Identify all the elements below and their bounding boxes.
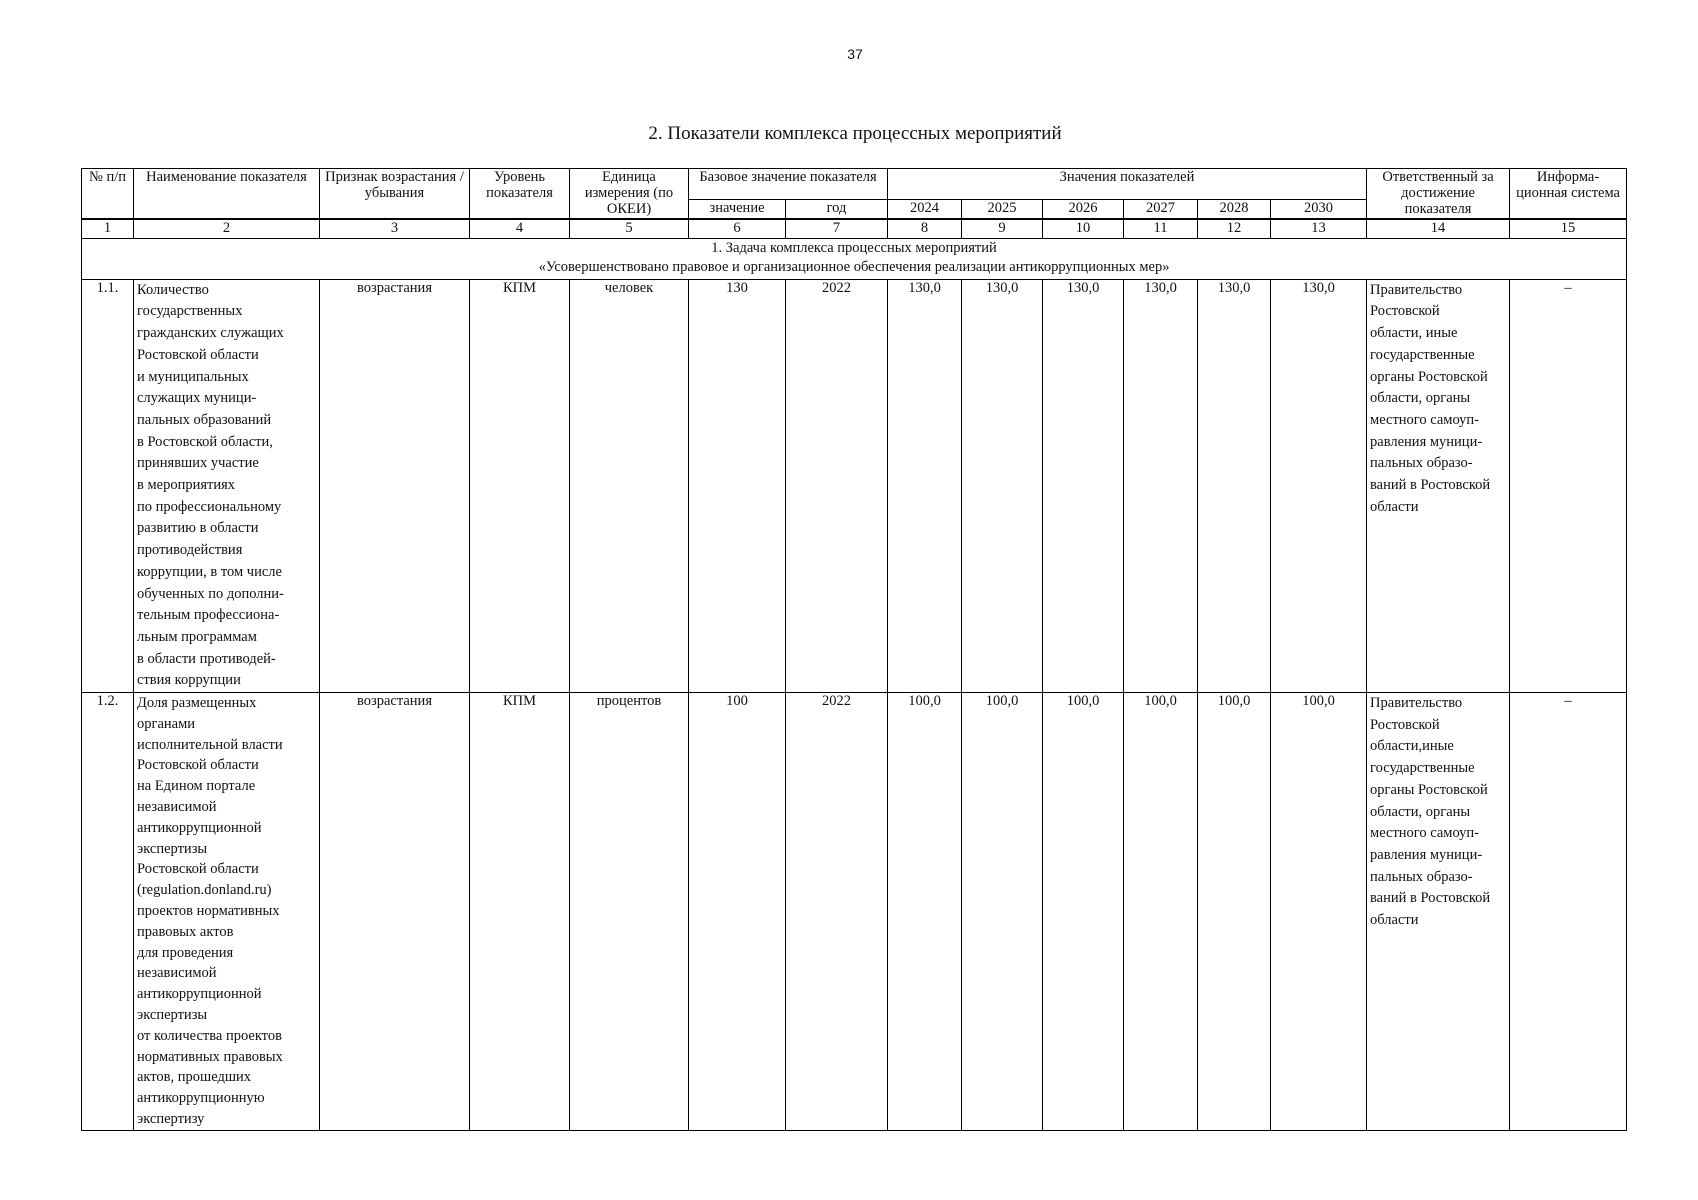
header-name: Наименование показателя xyxy=(134,169,320,219)
year-value: 130,0 xyxy=(888,279,962,692)
page-number: 37 xyxy=(847,46,863,62)
column-number: 11 xyxy=(1124,219,1198,239)
responsible-line: органы Ростовской xyxy=(1370,781,1488,798)
indicator-level: КПМ xyxy=(470,693,570,1131)
column-number-row xyxy=(82,219,1627,239)
indicator-name-line: Ростовской области xyxy=(137,346,259,363)
indicator-name-line: независимой xyxy=(137,965,217,982)
indicator-name-line: Ростовской области xyxy=(137,861,259,878)
year-value: 100,0 xyxy=(1124,693,1198,1131)
column-number: 1 xyxy=(82,219,134,239)
indicator-name-line: развитию в области xyxy=(137,520,259,537)
indicator-name-line: от количества проектов xyxy=(137,1027,282,1044)
indicator-name-line: антикоррупционной xyxy=(137,986,262,1003)
responsible-line: области xyxy=(1370,498,1419,515)
indicator-name-line: независимой xyxy=(137,799,217,816)
indicator-name-line: проектов нормативных xyxy=(137,903,280,920)
indicator-name-line: экспертизы xyxy=(137,1007,208,1024)
trend-sign: возрастания xyxy=(320,279,470,692)
indicator-name-line: экспертизу xyxy=(137,1111,205,1127)
header-base-year: год xyxy=(786,199,888,219)
task-description: «Усовершенствовано правовое и организационное обеспечения реализации антикоррупционных мер» xyxy=(538,258,1170,275)
responsible-line: области xyxy=(1370,912,1419,929)
responsible-line: ваний в Ростовской xyxy=(1370,477,1491,494)
indicator-name-line: Ростовской области xyxy=(137,757,259,774)
row-number: 1.1. xyxy=(82,279,134,692)
year-value: 130,0 xyxy=(1043,279,1124,692)
responsible xyxy=(1367,693,1510,1131)
indicator-name-line: органами xyxy=(137,715,196,732)
task-heading xyxy=(82,238,1627,279)
indicator-name-line: в области противодей- xyxy=(137,650,276,667)
responsible-line: государственные xyxy=(1370,760,1475,777)
column-number: 10 xyxy=(1043,219,1124,239)
indicator-name-line: противодействия xyxy=(137,542,243,559)
column-number: 7 xyxy=(786,219,888,239)
responsible-line: области,иные xyxy=(1370,738,1454,755)
indicator-name-line: пальных образований xyxy=(137,411,272,428)
info-system: – xyxy=(1510,693,1627,1131)
indicator-name-line: нормативных правовых xyxy=(137,1048,283,1065)
indicator-name-line: по профессиональному xyxy=(137,498,282,515)
indicators-table xyxy=(81,168,1627,1131)
header-year: 2026 xyxy=(1043,199,1124,219)
header-year: 2030 xyxy=(1271,199,1367,219)
task-row xyxy=(82,238,1627,279)
indicator-name-line: обученных по дополни- xyxy=(137,585,284,602)
indicator-name-line: государственных xyxy=(137,303,243,320)
indicator-name-line: антикоррупционной xyxy=(137,819,262,836)
column-number: 12 xyxy=(1198,219,1271,239)
responsible-line: органы Ростовской xyxy=(1370,368,1488,385)
responsible-line: области, иные xyxy=(1370,325,1458,342)
indicator-name-line: тельным профессиона- xyxy=(137,607,280,624)
column-number: 4 xyxy=(470,219,570,239)
responsible-line: Правительство xyxy=(1370,695,1463,712)
header-year: 2027 xyxy=(1124,199,1198,219)
unit: процентов xyxy=(570,693,689,1131)
indicator-name-line: в Ростовской области, xyxy=(137,433,273,450)
responsible-line: Ростовской xyxy=(1370,716,1440,733)
responsible-line: местного самоуп- xyxy=(1370,825,1480,842)
indicator-name-line: Доля размещенных xyxy=(137,695,257,712)
indicator-name-line: служащих муници- xyxy=(137,390,257,407)
indicator-name-line: правовых актов xyxy=(137,923,234,940)
header-base: Базовое значение показателя xyxy=(689,169,888,200)
header-sign: Признак возрастания / убывания xyxy=(320,169,470,219)
column-number: 3 xyxy=(320,219,470,239)
year-value: 100,0 xyxy=(1198,693,1271,1131)
year-value: 130,0 xyxy=(962,279,1043,692)
indicator-name-line: коррупции, в том числе xyxy=(137,563,282,580)
indicator-name-line: актов, прошедших xyxy=(137,1069,252,1086)
indicator-name-line: ствия коррупции xyxy=(137,672,241,689)
row-number: 1.2. xyxy=(82,693,134,1131)
year-value: 100,0 xyxy=(1271,693,1367,1131)
base-value: 100 xyxy=(689,693,786,1131)
indicator-name-line: Количество xyxy=(137,281,209,298)
year-value: 100,0 xyxy=(888,693,962,1131)
indicator-level: КПМ xyxy=(470,279,570,692)
responsible-line: Правительство xyxy=(1370,281,1463,298)
indicator-name xyxy=(134,693,320,1131)
year-value: 100,0 xyxy=(962,693,1043,1131)
year-value: 130,0 xyxy=(1198,279,1271,692)
responsible-line: государственные xyxy=(1370,346,1475,363)
column-number: 2 xyxy=(134,219,320,239)
responsible-line: равления муници- xyxy=(1370,433,1483,450)
header-year: 2025 xyxy=(962,199,1043,219)
indicator-name-line: для проведения xyxy=(137,944,234,961)
responsible-line: пальных образо- xyxy=(1370,868,1473,885)
header-year: 2024 xyxy=(888,199,962,219)
indicator-name-line: (regulation.donland.ru) xyxy=(137,882,272,899)
responsible-line: пальных образо- xyxy=(1370,455,1473,472)
year-value: 100,0 xyxy=(1043,693,1124,1131)
indicator-name-line: экспертизы xyxy=(137,840,208,857)
header-unit: Единица измерения (по ОКЕИ) xyxy=(570,169,689,219)
column-number: 13 xyxy=(1271,219,1367,239)
column-number: 5 xyxy=(570,219,689,239)
year-value: 130,0 xyxy=(1271,279,1367,692)
header-num: № п/п xyxy=(82,169,134,219)
base-value: 130 xyxy=(689,279,786,692)
page-title: 2. Показатели комплекса процессных мероприятий xyxy=(648,123,1062,144)
responsible-line: местного самоуп- xyxy=(1370,411,1480,428)
indicator-name-line: принявших участие xyxy=(137,455,259,472)
responsible-line: области, органы xyxy=(1370,390,1471,407)
responsible-line: области, органы xyxy=(1370,803,1471,820)
responsible-line: Ростовской xyxy=(1370,303,1440,320)
info-system: – xyxy=(1510,279,1627,692)
column-number: 15 xyxy=(1510,219,1627,239)
responsible-line: ваний в Ростовской xyxy=(1370,890,1491,907)
indicator-name-line: на Едином портале xyxy=(137,778,256,795)
unit: человек xyxy=(570,279,689,692)
trend-sign: возрастания xyxy=(320,693,470,1131)
indicator-name-line: исполнительной власти xyxy=(137,736,283,753)
column-number: 14 xyxy=(1367,219,1510,239)
responsible-line: равления муници- xyxy=(1370,846,1483,863)
base-year: 2022 xyxy=(786,279,888,692)
base-year: 2022 xyxy=(786,693,888,1131)
year-value: 130,0 xyxy=(1124,279,1198,692)
column-number: 9 xyxy=(962,219,1043,239)
indicator-name-line: гражданских служащих xyxy=(137,325,284,342)
table-row xyxy=(82,693,1627,1131)
header-responsible: Ответственный за достижение показателя xyxy=(1367,169,1510,219)
indicator-name-line: в мероприятиях xyxy=(137,477,236,494)
header-info: Информа- ционная система xyxy=(1510,169,1627,219)
header-level: Уровень показателя xyxy=(470,169,570,219)
table-row xyxy=(82,279,1627,692)
header-year: 2028 xyxy=(1198,199,1271,219)
responsible xyxy=(1367,279,1510,692)
header-values: Значения показателей xyxy=(888,169,1367,200)
indicator-name-line: и муниципальных xyxy=(137,368,249,385)
column-number: 6 xyxy=(689,219,786,239)
indicator-name-line: антикоррупционную xyxy=(137,1090,265,1107)
indicator-name xyxy=(134,279,320,692)
indicator-name-line: льным программам xyxy=(137,628,257,645)
task-title: 1. Задача комплекса процессных мероприятий xyxy=(711,239,997,256)
column-number: 8 xyxy=(888,219,962,239)
header-base-value: значение xyxy=(689,199,786,219)
